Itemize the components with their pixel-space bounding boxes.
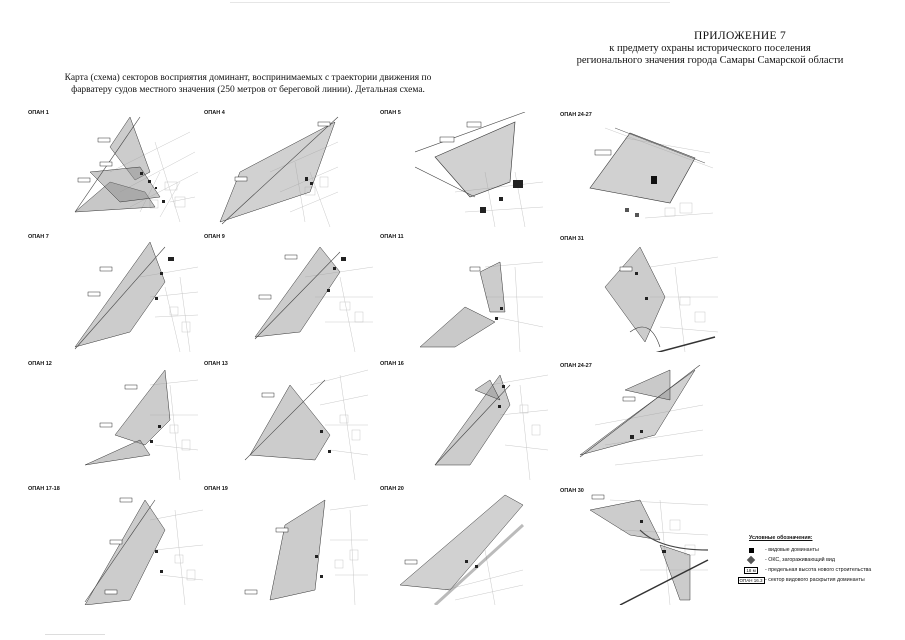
map-panel <box>590 237 720 352</box>
top-divider-line <box>230 2 670 3</box>
panel-label: ОПАН 11 <box>380 234 404 240</box>
legend-title: Условные обозначения: <box>749 535 813 541</box>
map-panel <box>210 112 340 227</box>
legend-item-text: - сектор видового раскрытия доминанты <box>765 577 865 583</box>
map-panel <box>395 490 525 605</box>
panel-label: ОПАН 16 <box>380 361 404 367</box>
map-panel <box>75 490 205 605</box>
dominant-square-icon <box>749 548 754 553</box>
map-panel <box>70 237 200 352</box>
legend-item <box>737 565 897 575</box>
panel-label: ОПАН 4 <box>204 110 225 116</box>
map-panel <box>415 237 545 352</box>
map-panel <box>420 365 550 480</box>
appendix-number: ПРИЛОЖЕНИЕ 7 <box>693 30 786 42</box>
map-panel <box>240 490 370 605</box>
blocking-building-diamond-icon <box>747 556 755 564</box>
legend <box>737 535 897 585</box>
bottom-divider-line <box>45 634 105 635</box>
panel-label: ОПАН 13 <box>204 361 228 367</box>
height-limit-box: 18 м <box>746 567 756 573</box>
panel-label: ОПАН 17-18 <box>28 486 60 492</box>
map-title-line-1: Карта (схема) секторов восприятия доминант, воспринимаемых с траектории движения по <box>64 73 432 83</box>
legend-item <box>737 555 897 565</box>
appendix-header <box>545 30 875 68</box>
legend-item <box>737 575 897 585</box>
panel-label: ОПАН 24-27 <box>560 363 592 369</box>
map-panel <box>245 237 375 352</box>
panel-label: ОПАН 19 <box>204 486 228 492</box>
map-title-line-2: фарватеру судов местного значения (250 метров от береговой линии). Детальная схема. <box>71 85 425 95</box>
panel-label: ОПАН 9 <box>204 234 225 240</box>
legend-item <box>737 545 897 555</box>
appendix-subtitle-2: регионального значения города Самары Самарской области <box>576 55 844 66</box>
map-panel <box>240 365 370 480</box>
panel-label: ОПАН 5 <box>380 110 401 116</box>
map-panel <box>585 118 715 233</box>
map-panel <box>580 490 710 605</box>
panel-label: ОПАН 24-27 <box>560 112 592 118</box>
map-panel <box>70 365 200 480</box>
map-panel <box>415 112 545 227</box>
legend-item-text: - видовые доминанты <box>765 547 819 553</box>
legend-item-text: - ОКС, загораживающий вид <box>765 557 835 563</box>
panel-label: ОПАН 12 <box>28 361 52 367</box>
legend-item-text: - предельная высота нового строительства <box>765 567 872 573</box>
panel-label: ОПАН 7 <box>28 234 49 240</box>
map-title <box>38 72 458 96</box>
map-panel <box>575 365 705 480</box>
panel-label: ОПАН 31 <box>560 236 584 242</box>
panel-label: ОПАН 30 <box>560 488 584 494</box>
sector-box: ОПАН 16.3 <box>739 577 763 583</box>
appendix-subtitle-1: к предмету охраны исторического поселения <box>609 42 811 54</box>
panel-label: ОПАН 1 <box>28 110 49 116</box>
map-panel <box>70 112 200 227</box>
panel-label: ОПАН 20 <box>380 486 404 492</box>
